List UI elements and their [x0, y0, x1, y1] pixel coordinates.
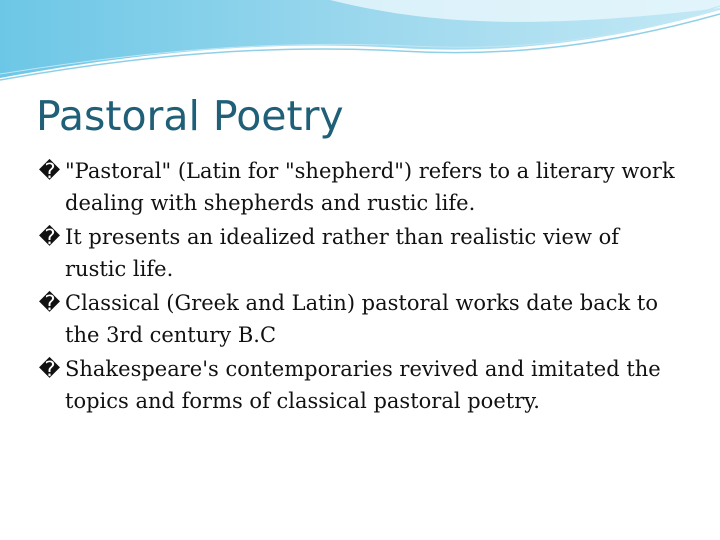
header-wave-decoration	[0, 0, 720, 90]
bullet-item	[36, 353, 676, 417]
bullet-glyph-icon: �	[38, 357, 61, 381]
bullet-text: Shakespeare's contemporaries revived and imitated the topics and forms of classical pastoral poetry.	[65, 357, 661, 413]
bullet-glyph-icon: �	[38, 159, 61, 183]
bullet-glyph-icon: �	[38, 291, 61, 315]
bullet-text: It presents an idealized rather than realistic view of rustic life.	[65, 225, 620, 281]
bullet-text: "Pastoral" (Latin for "shepherd") refers to a literary work dealing with shepherds and rustic life.	[65, 159, 675, 215]
bullet-list	[36, 155, 676, 419]
bullet-item	[36, 155, 676, 219]
bullet-item	[36, 287, 676, 351]
slide-title: Pastoral Poetry	[36, 92, 344, 140]
bullet-glyph-icon: �	[38, 225, 61, 249]
bullet-text: Classical (Greek and Latin) pastoral works date back to the 3rd century B.C	[65, 291, 659, 347]
bullet-item	[36, 221, 676, 285]
